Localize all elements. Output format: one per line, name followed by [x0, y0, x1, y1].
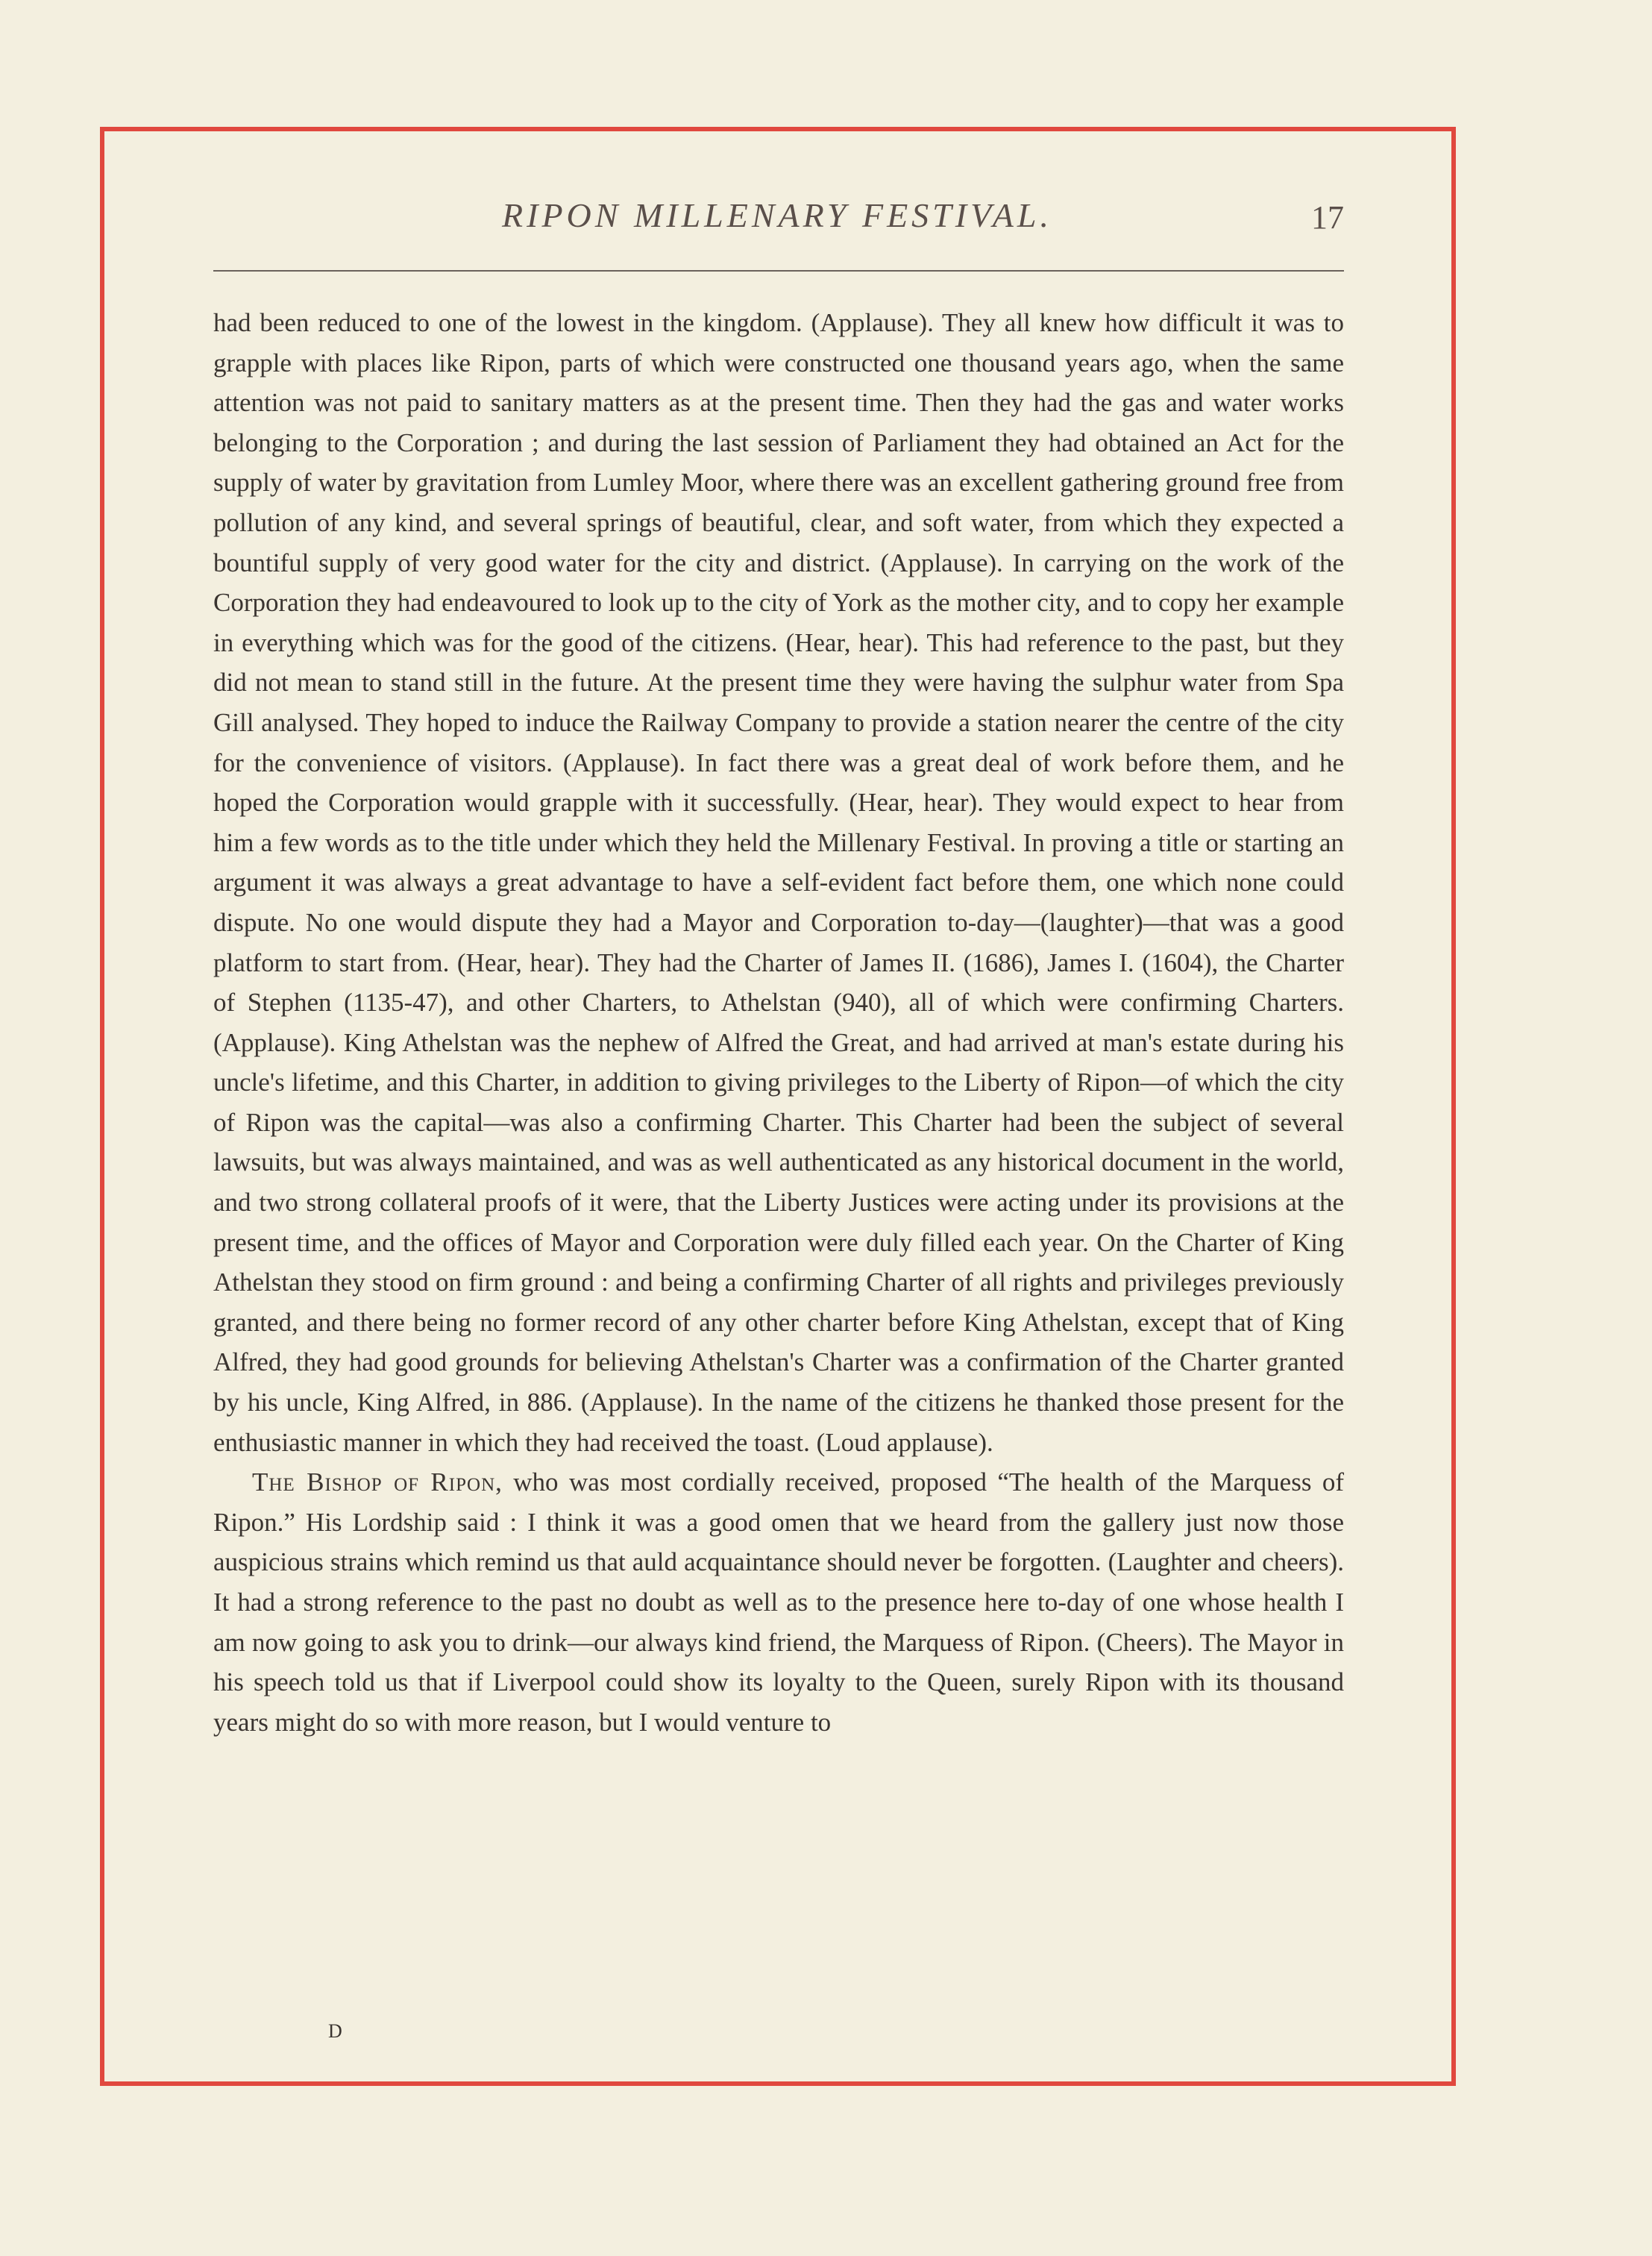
running-title: RIPON MILLENARY FESTIVAL. [502, 196, 1052, 234]
paragraph-1: had been reduced to one of the lowest in the kingdom. (Applause). They all knew how difficult it was to grapple with places like Ripon, parts of which were constructed one thousand years ago, when the same attention was not paid to sanitary matters as at the present time. Then they had the gas and water works belonging to the Corporation ; and during the last session of Parliament they had obtained an Act for the supply of water by gravitation from Lumley Moor, where there was an excellent gathering ground free from pollution of any kind, and several springs of beautiful, clear, and soft water, from which they expected a bountiful supply of very good water for the city and district. (Applause). In carrying on the work of the Corporation they had endeavoured to look up to the city of York as the mother city, and to copy her example in everything which was for the good of the citizens. (Hear, hear). This had reference to the past, but they did not mean to stand still in the future. At the present time they were having the sulphur water from Spa Gill analysed. They hoped to induce the Railway Company to provide a station nearer the centre of the city for the convenience of visitors. (Applause). In fact there was a great deal of work before them, and he hoped the Corporation would grapple with it successfully. (Hear, hear). They would expect to hear from him a few words as to the title under which they held the Millenary Festival. In proving a title or starting an argument it was always a great advantage to have a self-evident fact before them, one which none could dispute. No one would dispute they had a Mayor and Corporation to-day—(laughter)—that was a good platform to start from. (Hear, hear). They had the Charter of James II. (1686), James I. (1604), the Charter of Stephen (1135-47), and other Charters, to Athelstan (940), all of which were confirming Charters. (Applause). King Athelstan was the nephew of Alfred the Great, and had arrived at man's estate during his uncle's lifetime, and this Charter, in addition to giving privileges to the Liberty of Ripon—of which the city of Ripon was the capital—was also a confirming Charter. This Charter had been the subject of several lawsuits, but was always maintained, and was as well authenticated as any historical document in the world, and two strong collateral proofs of it were, that the Liberty Justices were acting under its provisions at the present time, and the offices of Mayor and Corporation were duly filled each year. On the Charter of King Athelstan they stood on firm ground : and being a confirming Charter of all rights and privileges previously granted, and there being no former record of any other charter before King Athelstan, except that of King Alfred, they had good grounds for believing Athelstan's Charter was a confirmation of the Charter granted by his uncle, King Alfred, in 886. (Applause). In the name of the citizens he thanked those present for the enthusiastic manner in which they had received the toast. (Loud applause). [213, 308, 1344, 1457]
signature-mark: D [328, 2020, 344, 2042]
running-head [210, 195, 1344, 240]
body-text [213, 303, 1344, 1742]
speaker-name: The Bishop of Ripon, [252, 1467, 503, 1497]
paragraph-2-text: who was most cordially received, proposed “The health of the Marquess of Ripon.” His Lordship said : I think it was a good omen that we heard from the gallery just now those auspicious strains which remind us that auld acquaintance should never be forgotten. (Laughter and cheers). It had a strong reference to the past no doubt as well as to the presence here to-day of one whose health I am now going to ask you to drink—our always kind friend, the Marquess of Ripon. (Cheers). The Mayor in his speech told us that if Liverpool could show its loyalty to the Queen, surely Ripon with its thousand years might do so with more reason, but I would venture to [213, 1467, 1344, 1737]
paragraph-2 [213, 1462, 1344, 1742]
header-rule [213, 270, 1344, 272]
page-number: 17 [1311, 199, 1344, 236]
